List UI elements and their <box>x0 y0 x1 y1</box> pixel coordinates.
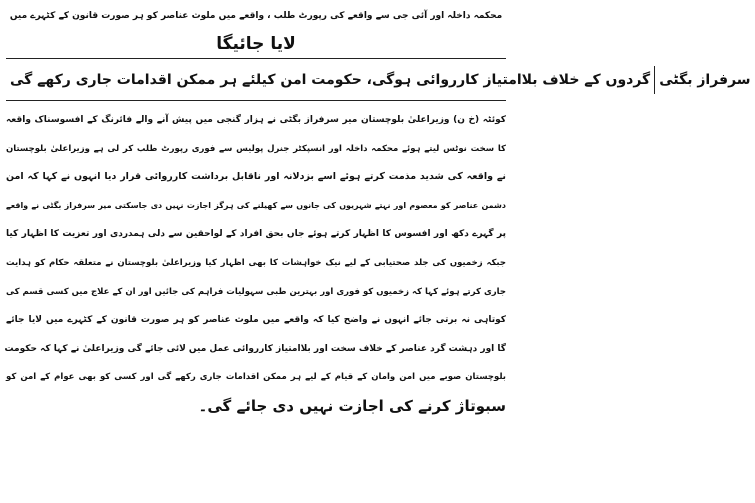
article-body <box>6 106 506 421</box>
body-line: بلوچستان صوبے میں امن وامان کے قیام کے لیے ہر ممکن اقدامات جاری رکھے گی اور کسی کو بھی عوام کے امن کو <box>6 372 506 383</box>
subheadline-top-rule <box>6 58 506 59</box>
subheadline-bottom-rule <box>6 100 506 101</box>
body-line: گا اور دہشت گرد عناصر کے خلاف سخت اور بلاامتیاز کارروائی عمل میں لائی جائے گی وزیراعلیٰ نے کہا کہ حکومت <box>4 343 506 354</box>
body-line: کا سخت نوٹس لیتے ہوئے محکمہ داخلہ اور انسپکٹر جنرل پولیس سے فوری رپورٹ طلب کر لی ہے وزیراعلیٰ بلوچستان <box>6 143 506 154</box>
body-line: نے واقعہ کی شدید مذمت کرتے ہوئے اسے بزدلانہ اور ناقابل برداشت کارروائی قرار دیا انہوں نے کہا کہ امن <box>6 171 506 183</box>
headline-line: محکمہ داخلہ اور آئی جی سے واقعے کی رپورٹ طلب ، واقعے میں ملوث عناصر کو ہر صورت قانون کے کٹہرے میں <box>9 11 503 21</box>
subheadline-separator <box>654 66 655 94</box>
body-line: پر گہرے دکھ اور افسوس کا اظہار کرتے ہوئے جاں بحق افراد کے لواحقین سے دلی ہمدردی اور تعزیت کا اظہار کیا <box>6 229 506 240</box>
subheadline-text: گردوں کے خلاف بلاامتیاز کارروائی ہوگی، حکومت امن کیلئے ہر ممکن اقدامات جاری رکھے گی <box>10 72 651 88</box>
body-line: جبکہ زخمیوں کی جلد صحتیابی کے لیے نیک خواہشات کا بھی اظہار کیا وزیراعلیٰ بلوچستان نے متعلقہ حکام کو ہدایت <box>6 257 506 268</box>
body-line: دشمن عناصر کو معصوم اور نہتے شہریوں کی جانوں سے کھیلنے کی ہرگز اجازت نہیں دی جاسکتی میر سرفراز بگٹی نے واقعے <box>6 200 506 210</box>
headline-line: لایا جائیگا <box>216 34 296 54</box>
body-line: سبوتاژ کرنے کی اجازت نہیں دی جائے گی۔ <box>198 396 506 415</box>
body-line: کوتاہی نہ برتی جائے انہوں نے واضح کیا کہ واقعے میں ملوث عناصر کو ہر صورت قانون کے کٹہرے میں لایا جائے <box>6 315 506 326</box>
subheadline <box>6 62 751 98</box>
body-line: جاری کرتے ہوئے کہا کہ زخمیوں کو فوری اور بہترین طبی سہولیات فراہم کی جائیں اور ان کے علاج میں کسی قسم کی <box>6 286 506 297</box>
headline <box>6 2 506 58</box>
subheadline-attribution: سرفراز بگٹی <box>659 72 751 88</box>
body-line: کوئٹہ (خ ن) وزیراعلیٰ بلوچستان میر سرفراز بگٹی نے ہزار گنجی میں پیش آنے والے فائرنگ کے افسوسناک واقعہ <box>6 115 506 125</box>
